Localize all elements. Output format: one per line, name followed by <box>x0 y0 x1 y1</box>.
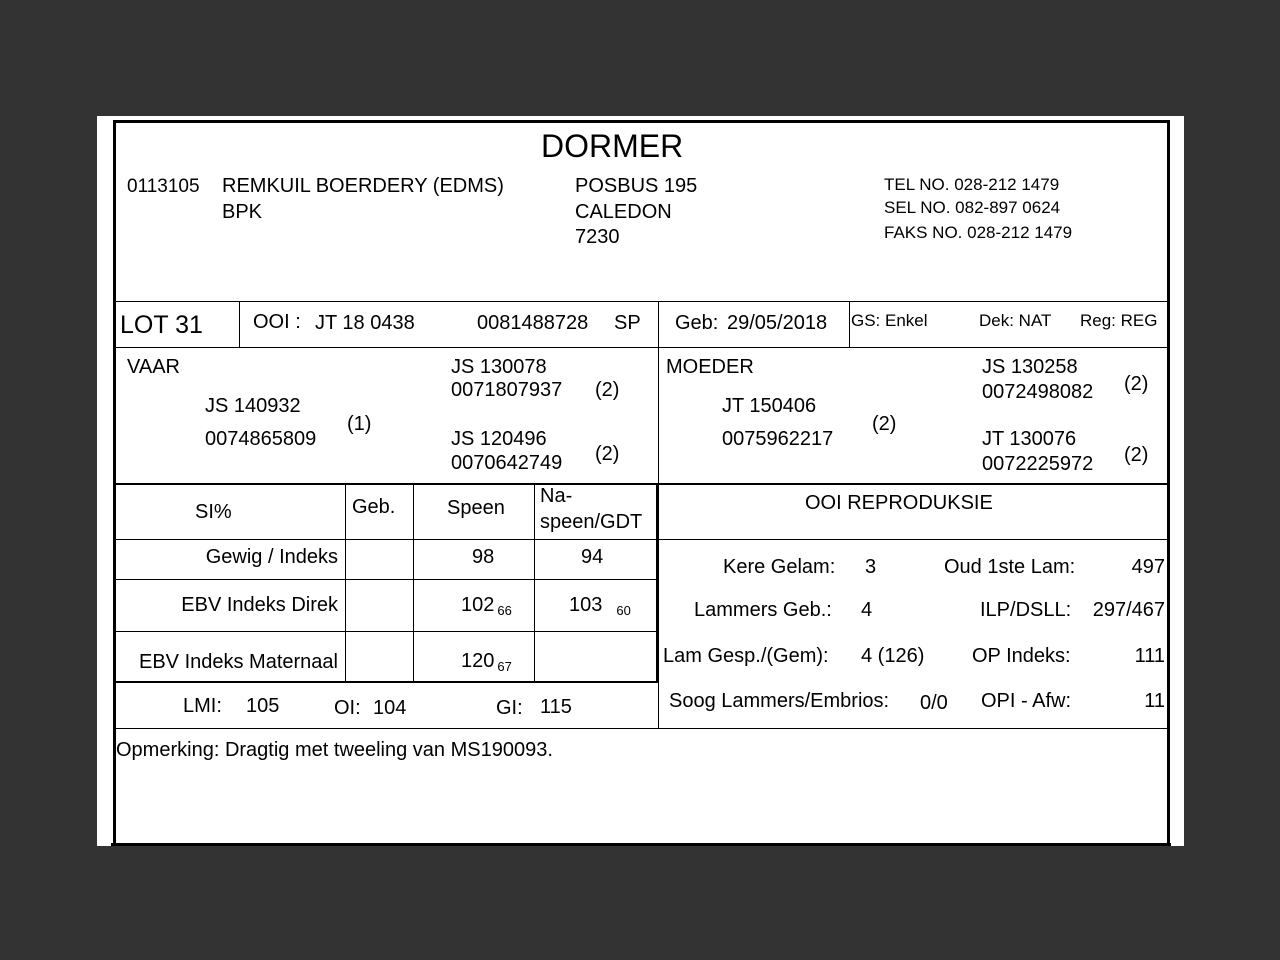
sire-sire-number: 0071807937 <box>451 379 563 401</box>
gi-value: 115 <box>540 696 572 718</box>
ebv-maternal-weaning-number: 120 <box>461 650 495 672</box>
weight-post-weaning-value: 94 <box>581 546 604 568</box>
ebv-maternal-weaning-value <box>461 650 512 674</box>
dam-dam-number: 0072225972 <box>982 453 1094 475</box>
registration-status: Reg: REG <box>1080 311 1158 330</box>
post-weaning-header-line1: Na- <box>540 485 573 507</box>
mating-type: Dek: NAT <box>979 311 1052 330</box>
dam-mark: (2) <box>872 413 897 435</box>
rule-si-row3 <box>113 681 658 683</box>
divider-si-col2 <box>413 485 414 682</box>
birth-status: GS: Enkel <box>851 311 928 330</box>
dam-sire-id: JS 130258 <box>982 356 1078 378</box>
sel-number: SEL NO. 082-897 0624 <box>884 198 1061 217</box>
tel-number: TEL NO. 028-212 1479 <box>884 175 1060 194</box>
rule-under-pedigree <box>113 483 1170 485</box>
ewe-code: SP <box>614 312 641 334</box>
sire-dam-id: JS 120496 <box>451 428 547 450</box>
remark-text: Dragtig met tweeling van MS190093. <box>224 739 553 761</box>
post-weaning-header-line2: speen/GDT <box>540 511 643 533</box>
divider-si-left <box>114 485 116 682</box>
divider-geb <box>658 302 659 348</box>
dam-sire-number: 0072498082 <box>982 381 1094 403</box>
lambs-weaned-label: Lam Gesp./(Gem): <box>663 645 829 667</box>
sire-label: VAAR <box>127 356 180 378</box>
lot-number: LOT 31 <box>120 311 203 339</box>
sire-dam-number: 0070642749 <box>451 452 563 474</box>
lmi-label: LMI: <box>183 695 222 717</box>
ilp-dsll-value: 297/467 <box>1092 599 1165 621</box>
lmi-value: 105 <box>246 695 280 717</box>
document-page <box>97 116 1184 846</box>
rule-under-lot <box>113 347 1170 348</box>
oi-label: OI: <box>334 697 361 719</box>
divider-gs <box>849 302 850 348</box>
birth-label: Geb: <box>675 312 719 334</box>
rule-si-row2 <box>113 631 658 632</box>
op-index-value: 111 <box>1134 645 1165 667</box>
remark <box>116 740 553 760</box>
sire-dam-mark: (2) <box>595 443 620 465</box>
divider-pedigree <box>658 348 659 484</box>
ebv-direct-weaning-value <box>461 594 512 618</box>
first-lamb-age-value: 497 <box>1131 556 1165 578</box>
birth-column-header: Geb. <box>352 496 396 518</box>
ewe-label: OOI : <box>253 311 301 333</box>
fax-number: FAKS NO. 028-212 1479 <box>884 223 1073 242</box>
ebv-direct-post-weaning-value <box>569 594 631 618</box>
lambs-weaned-value: 4 (126) <box>861 645 925 667</box>
sire-mark: (1) <box>347 413 372 435</box>
sire-id: JS 140932 <box>205 395 301 417</box>
ewe-id: JT 18 0438 <box>315 312 415 334</box>
sire-sire-mark: (2) <box>595 379 620 401</box>
dam-dam-id: JT 130076 <box>982 428 1077 450</box>
ilp-dsll-label: ILP/DSLL: <box>980 599 1072 621</box>
si-column-header: SI% <box>195 501 232 523</box>
address-line3: 7230 <box>575 226 620 248</box>
rule-indexes <box>113 728 1170 729</box>
divider-repro <box>658 485 659 729</box>
rule-under-header <box>113 301 1170 302</box>
row-label-weight: Gewig / Indeks <box>205 546 338 568</box>
breeder-number: 0113105 <box>127 176 200 197</box>
row-label-ebv-direct: EBV Indeks Direk <box>181 594 338 616</box>
ebv-direct-weaning-number: 102 <box>461 594 495 616</box>
divider-si-col3 <box>534 485 535 682</box>
row-label-ebv-maternal: EBV Indeks Maternaal <box>139 651 338 673</box>
address-line1: POSBUS 195 <box>575 175 698 197</box>
divider-si-col1 <box>345 485 346 682</box>
breed-title: DORMER <box>541 128 684 164</box>
rule-si-row1 <box>113 579 658 580</box>
lambings-value: 3 <box>865 556 877 578</box>
lambs-born-value: 4 <box>861 599 873 621</box>
reproduction-title: OOI REPRODUKSIE <box>805 492 993 514</box>
ebv-direct-post-weaning-accuracy: 60 <box>616 603 631 618</box>
ebv-maternal-weaning-accuracy: 67 <box>497 659 512 674</box>
suckling-lambs-label: Soog Lammers/Embrios: <box>669 690 890 712</box>
gi-label: GI: <box>496 697 523 719</box>
ebv-direct-post-weaning-number: 103 <box>569 594 603 616</box>
dam-number: 0075962217 <box>722 428 834 450</box>
card-bottom-edge <box>111 843 1171 846</box>
breeder-name-line2: BPK <box>222 201 263 223</box>
remark-label: Opmerking: <box>116 739 220 761</box>
rule-si-header <box>113 539 1170 540</box>
breeder-name-line1: REMKUIL BOERDERY (EDMS) <box>222 175 504 197</box>
weaning-column-header: Speen <box>447 497 505 519</box>
first-lamb-age-label: Oud 1ste Lam: <box>944 556 1076 578</box>
sire-number: 0074865809 <box>205 428 317 450</box>
dam-id: JT 150406 <box>722 395 817 417</box>
lambings-label: Kere Gelam: <box>723 556 836 578</box>
sire-sire-id: JS 130078 <box>451 356 547 378</box>
dam-sire-mark: (2) <box>1124 373 1149 395</box>
dam-label: MOEDER <box>666 356 754 378</box>
lambs-born-label: Lammers Geb.: <box>694 599 832 621</box>
opi-deviation-value: 11 <box>1144 690 1165 712</box>
birth-date: 29/05/2018 <box>727 312 828 334</box>
suckling-lambs-value: 0/0 <box>920 692 948 714</box>
dam-dam-mark: (2) <box>1124 444 1149 466</box>
oi-value: 104 <box>373 697 407 719</box>
divider-lot <box>239 302 240 348</box>
address-line2: CALEDON <box>575 201 672 223</box>
opi-deviation-label: OPI - Afw: <box>981 690 1072 712</box>
ewe-reg-number: 0081488728 <box>477 312 589 334</box>
op-index-label: OP Indeks: <box>972 645 1071 667</box>
weight-weaning-value: 98 <box>472 546 495 568</box>
ebv-direct-weaning-accuracy: 66 <box>497 603 512 618</box>
